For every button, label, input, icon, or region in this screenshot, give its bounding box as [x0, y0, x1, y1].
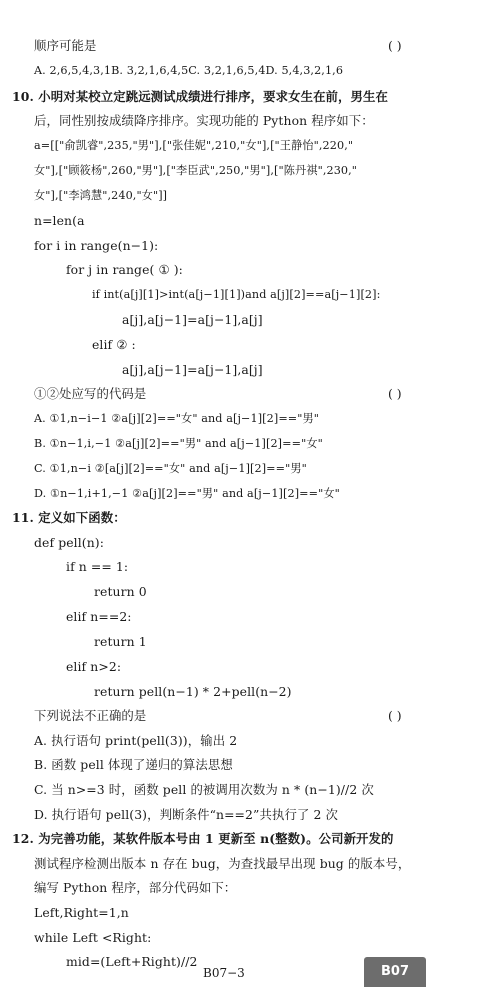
text-line: 12. 为完善功能，某软件版本号由 1 更新至 n(整数)。公司新开发的 — [12, 831, 394, 846]
answer-blank: ( ) — [388, 38, 402, 53]
text-line: 女"],["顾筱杨",260,"男"],["李臣武",250,"男"],["陈丹祺",230," — [34, 164, 358, 177]
text-line: D. 执行语句 pell(3)，判断条件“n==2”共执行了 2 次 — [34, 807, 338, 822]
text-line: C. ①1,n−i ②[a[j][2]=="女" and a[j−1][2]=="男" — [34, 462, 307, 475]
text-line: D. ①n−1,i+1,−1 ②a[j][2]=="男" and a[j−1][2]=="女" — [34, 487, 340, 500]
text-line: elif ② : — [92, 337, 136, 352]
text-line: 下列说法不正确的是 — [34, 708, 147, 723]
text-line: B. ①n−1,i,−1 ②a[j][2]=="男" and a[j−1][2]=="女" — [34, 437, 323, 450]
text-line: 女"],["李鸿慧",240,"女"]] — [34, 189, 168, 202]
text-line: 顺序可能是 — [34, 38, 97, 53]
text-line: 后，同性别按成绩降序排序。实现功能的 Python 程序如下： — [34, 113, 374, 128]
section-badge: B07 — [364, 957, 426, 987]
text-line: A. 执行语句 print(pell(3))，输出 2 — [34, 733, 238, 748]
text-line: if int(a[j][1]>int(a[j−1][1])and a[j][2]==a[j−1][2]: — [92, 288, 381, 301]
text-line: 11. 定义如下函数： — [12, 510, 126, 525]
text-line: Left,Right=1,n — [34, 905, 129, 920]
text-line: 编写 Python 程序，部分代码如下： — [34, 880, 237, 895]
text-line: A. 2,6,5,4,3,1B. 3,2,1,6,4,5C. 3,2,1,6,5,4D. 5,4,3,2,1,6 — [34, 64, 344, 77]
text-line: A. ①1,n−i−1 ②a[j][2]=="女" and a[j−1][2]=="男" — [34, 412, 320, 425]
text-line: return pell(n−1) * 2+pell(n−2) — [94, 684, 292, 699]
text-line: if n == 1: — [66, 559, 129, 574]
text-line: ①②处应写的代码是 — [34, 386, 147, 401]
text-line: def pell(n): — [34, 535, 105, 550]
text-line: return 0 — [94, 584, 147, 599]
text-line: a=[["俞凯睿",235,"男"],["张佳妮",210,"女"],["王静怡",220," — [34, 139, 354, 152]
text-line: while Left <Right: — [34, 930, 152, 945]
text-line: return 1 — [94, 634, 147, 649]
text-line: C. 当 n>=3 时，函数 pell 的被调用次数为 n * (n−1)//2 次 — [34, 782, 374, 797]
answer-blank: ( ) — [388, 708, 402, 723]
page-number: B07−3 — [203, 966, 245, 980]
text-line: for i in range(n−1): — [34, 238, 159, 253]
answer-blank: ( ) — [388, 386, 402, 401]
text-line: B. 函数 pell 体现了递归的算法思想 — [34, 757, 233, 772]
text-line: a[j],a[j−1]=a[j−1],a[j] — [122, 362, 263, 377]
text-line: n=len(a — [34, 213, 85, 228]
text-line: elif n==2: — [66, 609, 132, 624]
text-line: for j in range( ① ): — [66, 262, 183, 277]
text-line: a[j],a[j−1]=a[j−1],a[j] — [122, 312, 263, 327]
text-line: mid=(Left+Right)//2 — [66, 954, 198, 969]
text-line: elif n>2: — [66, 659, 122, 674]
text-line: 测试程序检测出版本 n 存在 bug，为查找最早出现 bug 的版本号， — [34, 856, 411, 871]
text-line: 10. 小明对某校立定跳远测试成绩进行排序，要求女生在前，男生在 — [12, 89, 389, 104]
